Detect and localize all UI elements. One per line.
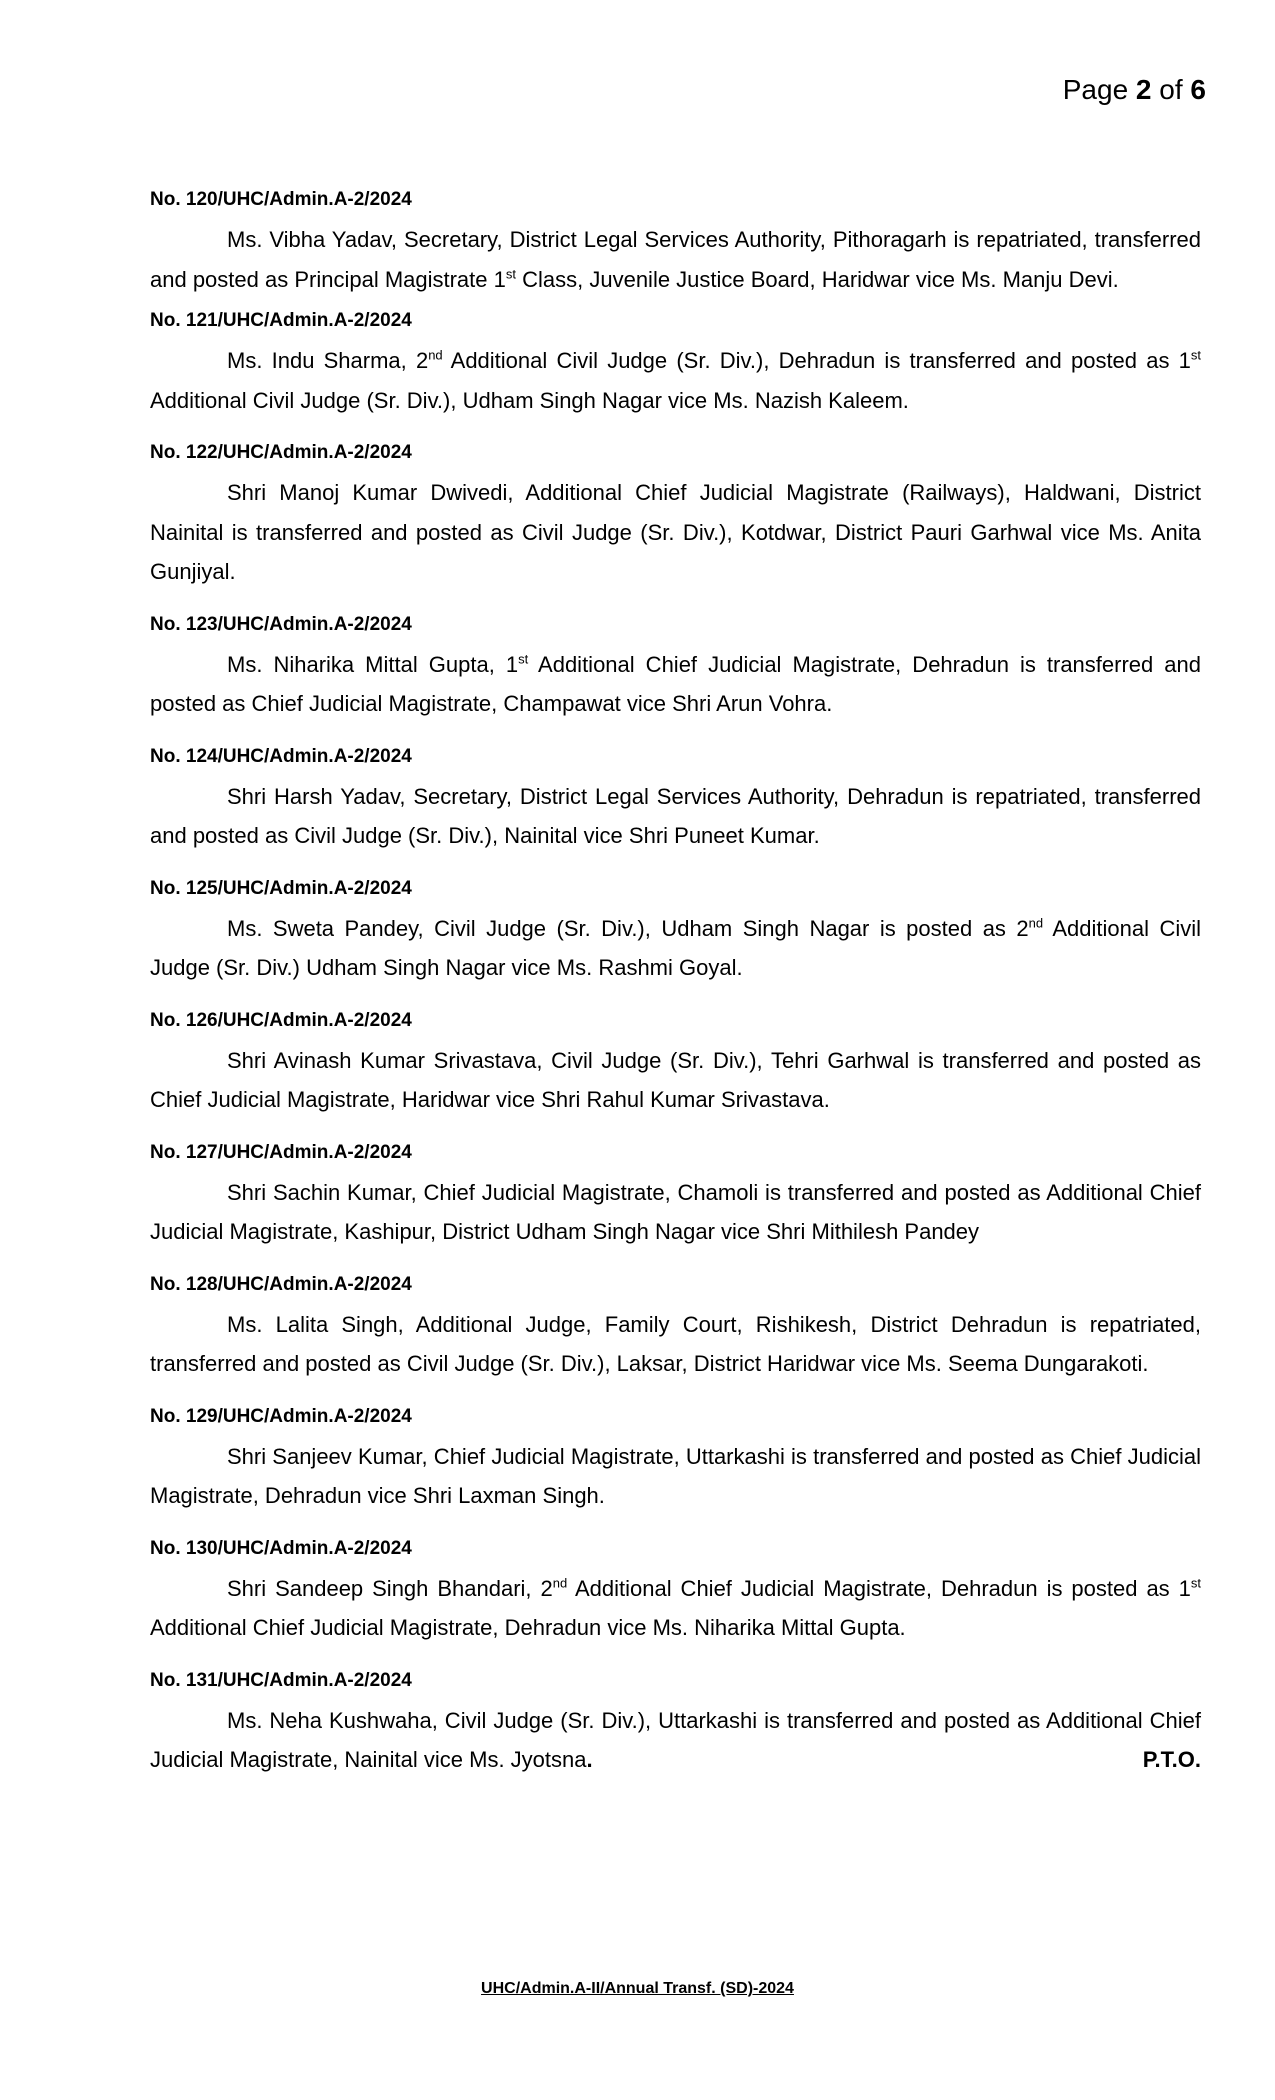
page-number bbox=[1063, 74, 1206, 106]
order-text bbox=[150, 1041, 1201, 1120]
order-number: No. 126/UHC/Admin.A-2/2024 bbox=[150, 1009, 412, 1031]
page-number-total: 6 bbox=[1190, 74, 1206, 105]
order-text-segment: Shri Manoj Kumar Dwivedi, Additional Chief Judicial Magistrate (Railways), Haldwani, District Nainital is transferred and posted as Civil Judge (Sr. Div.), Kotdwar, District Pauri Garhwal vice Ms. Anita Gunjiyal. bbox=[150, 480, 1201, 584]
order-number: No. 129/UHC/Admin.A-2/2024 bbox=[150, 1405, 412, 1427]
order-entry bbox=[150, 441, 1201, 592]
footer-reference: UHC/Admin.A-II/Annual Transf. (SD)-2024 bbox=[481, 1980, 794, 1997]
order-text-segment: Additional Civil Judge (Sr. Div.), Dehradun is transferred and posted as 1 bbox=[442, 348, 1191, 373]
page-number-middle: of bbox=[1151, 74, 1191, 105]
order-text bbox=[150, 777, 1201, 856]
order-text bbox=[150, 909, 1201, 988]
ordinal-suffix: nd bbox=[428, 347, 443, 363]
order-text-segment: Additional Chief Judicial Magistrate, Dehradun is posted as 1 bbox=[567, 1575, 1191, 1601]
order-text bbox=[150, 1701, 1201, 1780]
order-entry bbox=[150, 1009, 1201, 1120]
ordinal-suffix: st bbox=[505, 266, 516, 282]
order-text-segment: Ms. Sweta Pandey, Civil Judge (Sr. Div.), Udham Singh Nagar is posted as 2 bbox=[227, 915, 1029, 941]
order-text-segment: Additional Civil Judge (Sr. Div.) Udham Singh Nagar vice Ms. Rashmi Goyal. bbox=[150, 915, 1201, 980]
order-text-segment: Ms. Lalita Singh, Additional Judge, Family Court, Rishikesh, District Dehradun is repatriated, transferred and posted as Civil Judge (Sr. Div.), Laksar, District Haridwar vice Ms. Seema Dungarakoti. bbox=[150, 1311, 1201, 1376]
order-entry bbox=[150, 1273, 1201, 1384]
order-number: No. 127/UHC/Admin.A-2/2024 bbox=[150, 1141, 412, 1163]
page-number-current: 2 bbox=[1135, 74, 1152, 105]
order-entry bbox=[150, 613, 1201, 724]
order-number: No. 123/UHC/Admin.A-2/2024 bbox=[150, 613, 412, 635]
order-entry bbox=[150, 745, 1201, 856]
order-text bbox=[150, 1437, 1201, 1516]
order-entry bbox=[150, 188, 1201, 299]
order-number: No. 125/UHC/Admin.A-2/2024 bbox=[150, 877, 412, 899]
order-text-segment: Shri Sachin Kumar, Chief Judicial Magistrate, Chamoli is transferred and posted as Additional Chief Judicial Magistrate, Kashipur, District Udham Singh Nagar vice Shri Mithilesh Pandey bbox=[150, 1179, 1201, 1244]
ordinal-suffix: nd bbox=[1028, 915, 1044, 931]
order-text-segment: Shri Sanjeev Kumar, Chief Judicial Magistrate, Uttarkashi is transferred and posted as Chief Judicial Magistrate, Dehradun vice Shri Laxman Singh. bbox=[150, 1443, 1201, 1508]
order-text-segment: Shri Harsh Yadav, Secretary, District Legal Services Authority, Dehradun is repatriated, transferred and posted as Civil Judge (Sr. Div.), Nainital vice Shri Puneet Kumar. bbox=[150, 783, 1201, 848]
order-number: No. 128/UHC/Admin.A-2/2024 bbox=[150, 1273, 412, 1295]
order-text bbox=[150, 1173, 1201, 1252]
order-text bbox=[150, 645, 1201, 724]
order-text-segment: Shri Sandeep Singh Bhandari, 2 bbox=[227, 1575, 553, 1601]
order-text-segment: Additional Chief Judicial Magistrate, Dehradun vice Ms. Niharika Mittal Gupta. bbox=[150, 1615, 906, 1640]
orders-list bbox=[150, 188, 1201, 1780]
order-entry bbox=[150, 309, 1201, 420]
order-text-segment: Ms. Vibha Yadav, Secretary, District Legal Services Authority, Pithoragarh is repatriated, transferred and posted as Principal Magistrate 1 bbox=[150, 227, 1201, 292]
order-text-segment: Shri Avinash Kumar Srivastava, Civil Judge (Sr. Div.), Tehri Garhwal is transferred and posted as Chief Judicial Magistrate, Haridwar vice Shri Rahul Kumar Srivastava. bbox=[150, 1047, 1201, 1112]
order-text bbox=[150, 473, 1201, 592]
order-entry bbox=[150, 1669, 1201, 1780]
order-text-segment: Ms. Neha Kushwaha, Civil Judge (Sr. Div.), Uttarkashi is transferred and posted as Additional Chief Judicial Magistrate, Nainital vice Ms. Jyotsna bbox=[150, 1707, 1201, 1772]
order-text-segment: Ms. Indu Sharma, 2 bbox=[227, 348, 429, 373]
order-entry bbox=[150, 1141, 1201, 1252]
order-number: No. 121/UHC/Admin.A-2/2024 bbox=[150, 310, 412, 331]
order-number: No. 131/UHC/Admin.A-2/2024 bbox=[150, 1669, 412, 1691]
ordinal-suffix: st bbox=[1190, 1575, 1201, 1591]
order-text-segment: Ms. Niharika Mittal Gupta, 1 bbox=[227, 651, 519, 677]
order-number: No. 130/UHC/Admin.A-2/2024 bbox=[150, 1537, 412, 1559]
order-text-bold: . bbox=[586, 1747, 593, 1772]
order-number: No. 122/UHC/Admin.A-2/2024 bbox=[150, 442, 412, 463]
pto-marker: P.T.O. bbox=[1142, 1747, 1201, 1772]
order-text bbox=[150, 1569, 1201, 1648]
ordinal-suffix: nd bbox=[552, 1575, 568, 1591]
ordinal-suffix: st bbox=[1190, 347, 1201, 363]
order-text-segment: Additional Civil Judge (Sr. Div.), Udham Singh Nagar vice Ms. Nazish Kaleem. bbox=[150, 387, 909, 413]
order-text bbox=[150, 341, 1201, 420]
order-entry bbox=[150, 877, 1201, 988]
ordinal-suffix: st bbox=[518, 651, 529, 667]
page-number-prefix: Page bbox=[1062, 74, 1136, 105]
order-entry bbox=[150, 1405, 1201, 1516]
order-number: No. 120/UHC/Admin.A-2/2024 bbox=[150, 189, 412, 210]
order-text-segment: Additional Chief Judicial Magistrate, Dehradun is transferred and posted as Chief Judicial Magistrate, Champawat vice Shri Arun Vohra. bbox=[150, 651, 1201, 716]
order-entry bbox=[150, 1537, 1201, 1648]
order-text bbox=[150, 220, 1201, 299]
order-text-segment: Class, Juvenile Justice Board, Haridwar vice Ms. Manju Devi. bbox=[516, 266, 1119, 292]
order-text bbox=[150, 1305, 1201, 1384]
order-number: No. 124/UHC/Admin.A-2/2024 bbox=[150, 745, 412, 767]
